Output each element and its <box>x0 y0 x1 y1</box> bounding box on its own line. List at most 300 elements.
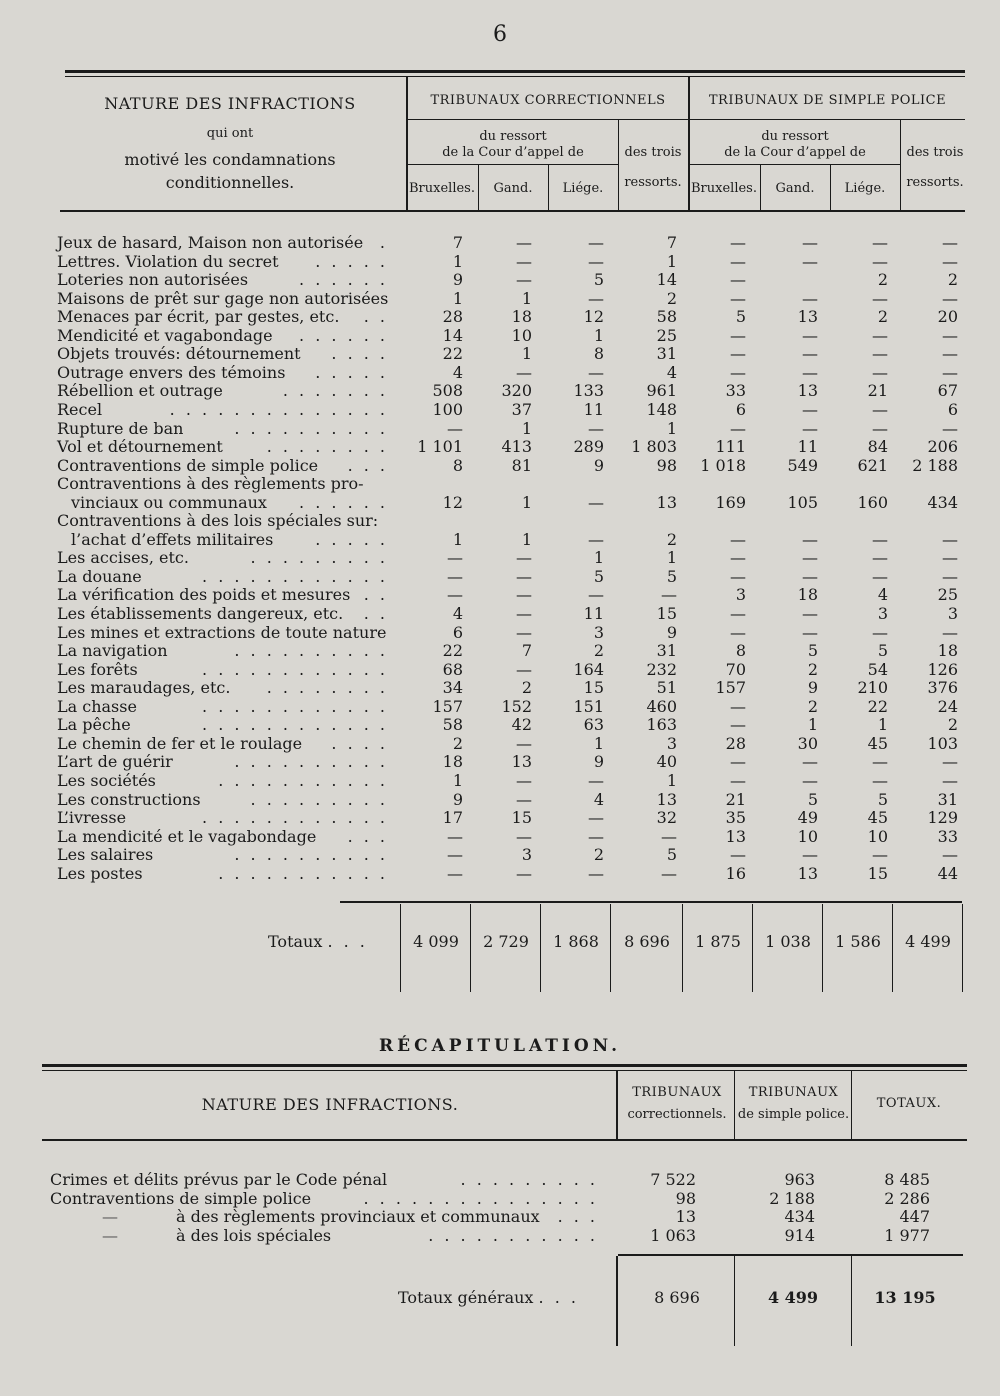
table-row <box>0 531 1000 550</box>
cell-trois-sp: — <box>942 845 958 865</box>
table-row <box>0 642 1000 661</box>
cell-gand-corr: 1 <box>521 492 532 512</box>
cell-trois-sp: 67 <box>937 381 958 401</box>
cell-trois-corr: 2 <box>666 529 677 549</box>
cell-trois-sp: 376 <box>927 678 958 698</box>
row-label: Maisons de prêt sur gage non autorisées <box>57 288 389 308</box>
recap-ditto-dash: — <box>102 1225 118 1245</box>
cell-liege-corr: 289 <box>573 437 604 457</box>
cell-bruxelles-corr: 4 <box>452 604 463 623</box>
cell-liege-sp: 21 <box>867 381 888 401</box>
cell-liege-corr: — <box>588 770 604 790</box>
cell-gand-corr: — <box>516 362 532 382</box>
header-ressort-2: de la Cour d’appel de <box>442 145 584 160</box>
recap-vline-c <box>851 1070 852 1141</box>
total-trois-corr: 8 696 <box>624 932 670 951</box>
cell-bruxelles-sp: 6 <box>735 399 746 419</box>
row-dots: . . . . . . . . . . <box>234 641 388 661</box>
cell-bruxelles-corr: — <box>447 418 463 438</box>
cell-liege-sp: — <box>872 399 888 419</box>
cell-gand-sp: — <box>802 770 818 790</box>
cell-gand-sp: — <box>802 399 818 419</box>
header-nature-title: NATURE DES INFRACTIONS <box>104 94 356 113</box>
row-label: vinciaux ou communaux <box>71 492 267 512</box>
recap-tot-vline-c <box>851 1256 852 1346</box>
cell-trois-sp: 2 <box>947 270 958 290</box>
cell-liege-corr: — <box>588 585 604 605</box>
cell-liege-corr: 2 <box>593 845 604 865</box>
row-dots: . . . . . . <box>299 270 388 290</box>
cell-gand-corr: — <box>516 770 532 790</box>
recap-cell-totaux: 447 <box>899 1207 930 1226</box>
cell-bruxelles-corr: 7 <box>452 233 463 252</box>
cell-trois-sp: — <box>942 344 958 364</box>
row-label: Les forêts <box>57 659 138 679</box>
header-sub-rule-2 <box>690 119 965 120</box>
cell-gand-sp: 13 <box>797 863 818 883</box>
row-dots: . . . . . . . <box>282 381 388 401</box>
row-label: Les maraudages, etc. <box>57 678 231 698</box>
cell-liege-sp: — <box>872 622 888 642</box>
cell-trois-sp: — <box>942 622 958 642</box>
table-row <box>0 568 1000 587</box>
cell-gand-sp: 13 <box>797 381 818 401</box>
cell-liege-corr: — <box>588 529 604 549</box>
cell-trois-corr: 14 <box>656 270 677 290</box>
cell-liege-corr: — <box>588 362 604 382</box>
cell-trois-corr: 98 <box>656 455 677 475</box>
recap-cell-simple-police: 434 <box>784 1207 815 1226</box>
cell-bruxelles-corr: 1 <box>452 251 463 271</box>
cell-liege-sp: 45 <box>867 808 888 828</box>
cell-liege-corr: 5 <box>593 270 604 290</box>
cell-gand-sp: — <box>802 251 818 271</box>
row-dots: . . . . . <box>315 529 388 549</box>
cell-liege-sp: — <box>872 344 888 364</box>
cell-bruxelles-sp: 70 <box>725 659 746 679</box>
cell-bruxelles-corr: 34 <box>442 678 463 698</box>
table-row <box>0 716 1000 735</box>
vline-header-h <box>900 119 901 210</box>
cell-bruxelles-corr: — <box>447 548 463 568</box>
row-label: L’ivresse <box>57 808 127 828</box>
header-nature-sub1: qui ont <box>206 126 254 141</box>
cell-gand-corr: 413 <box>501 437 532 457</box>
cell-bruxelles-sp: — <box>730 233 746 252</box>
cell-liege-corr: 164 <box>573 659 604 679</box>
recap-row-dots: . . . . . . . . . . . <box>428 1225 598 1245</box>
row-label: La douane <box>57 566 142 586</box>
recap-totals-dots: . . . <box>538 1288 579 1307</box>
row-label: Vol et détournement <box>57 437 223 457</box>
cell-gand-sp: — <box>802 566 818 586</box>
row-dots: . . <box>363 604 388 623</box>
cell-trois-corr: 5 <box>666 845 677 865</box>
recap-totals-rule <box>618 1254 963 1256</box>
cell-trois-sp: 129 <box>927 808 958 828</box>
cell-trois-corr: 1 803 <box>631 437 677 457</box>
cell-bruxelles-corr: 6 <box>452 622 463 642</box>
cell-liege-corr: 151 <box>573 696 604 716</box>
cell-bruxelles-corr: — <box>447 863 463 883</box>
header-sub-rule-4 <box>690 164 900 165</box>
header-ressort-1b: du ressort <box>761 129 829 144</box>
row-dots: . . . . . . . . . . . . <box>202 715 388 735</box>
cell-bruxelles-corr: 22 <box>442 641 463 661</box>
row-dots: . . . . . . . . . . . <box>218 863 388 883</box>
cell-liege-sp: 621 <box>857 455 888 475</box>
cell-trois-corr: 163 <box>646 715 677 735</box>
recap-col1-l1: TRIBUNAUX <box>632 1085 722 1100</box>
cell-gand-sp: 5 <box>807 789 818 809</box>
cell-liege-corr: — <box>588 808 604 828</box>
cell-trois-sp: — <box>942 548 958 568</box>
cell-gand-sp: — <box>802 845 818 865</box>
recap-col2-l2: de simple police. <box>737 1107 850 1122</box>
cell-bruxelles-corr: 14 <box>442 325 463 345</box>
cell-gand-corr: — <box>516 233 532 252</box>
cell-trois-corr: 40 <box>656 752 677 772</box>
table-row <box>0 438 1000 457</box>
row-dots: . . . . . . . . . . . . <box>202 808 388 828</box>
cell-liege-sp: 5 <box>877 789 888 809</box>
row-label: Contraventions à des règlements pro- <box>57 474 364 494</box>
recap-cell-correctionnels: 1 063 <box>650 1225 696 1245</box>
cell-trois-sp: 103 <box>927 733 958 753</box>
cell-bruxelles-corr: 157 <box>432 696 463 716</box>
cell-bruxelles-corr: 1 <box>452 529 463 549</box>
cell-bruxelles-sp: — <box>730 770 746 790</box>
cell-liege-corr: 15 <box>583 678 604 698</box>
cell-gand-corr: 37 <box>511 399 532 419</box>
vline-header-d <box>548 164 549 210</box>
row-label: Loteries non autorisées <box>57 270 249 290</box>
header-ressort-1: du ressort <box>479 129 547 144</box>
row-dots: . <box>379 233 388 252</box>
cell-trois-corr: 1 <box>666 418 677 438</box>
row-dots: . . . <box>347 826 388 846</box>
cell-liege-corr: 5 <box>593 566 604 586</box>
header-ressort-2b: de la Cour d’appel de <box>724 145 866 160</box>
row-dots: . . . . . . . . <box>266 678 388 698</box>
cell-trois-corr: 51 <box>656 678 677 698</box>
cell-liege-sp: — <box>872 845 888 865</box>
row-dots: . . . . <box>331 344 388 364</box>
table-row <box>0 679 1000 698</box>
table-row <box>0 290 1000 309</box>
table-row <box>0 828 1000 847</box>
row-dots: . . . . . <box>315 251 388 271</box>
cell-trois-corr: 1 <box>666 548 677 568</box>
header-nature-sub2: motivé les condamnations <box>124 150 336 169</box>
cell-gand-sp: 5 <box>807 641 818 661</box>
recap-totals-label-text: Totaux généraux <box>398 1288 534 1307</box>
cell-gand-corr: — <box>516 604 532 623</box>
row-label: Contraventions de simple police <box>57 455 319 475</box>
cell-trois-sp: 18 <box>937 641 958 661</box>
cell-liege-corr: 1 <box>593 733 604 753</box>
recap-row-label: Contraventions de simple police <box>50 1188 312 1208</box>
cell-gand-sp: — <box>802 752 818 772</box>
header-trois-2: ressorts. <box>624 175 682 190</box>
table-row <box>0 698 1000 717</box>
cell-liege-sp: — <box>872 752 888 772</box>
row-label: L’art de guérir <box>57 752 173 772</box>
cell-liege-sp: — <box>872 418 888 438</box>
header-sub-rule-3 <box>408 164 618 165</box>
recap-totals-label <box>398 1288 579 1307</box>
table-row <box>0 234 1000 253</box>
cell-bruxelles-sp: — <box>730 752 746 772</box>
cell-bruxelles-sp: — <box>730 548 746 568</box>
table-row <box>0 624 1000 643</box>
cell-gand-sp: 30 <box>797 733 818 753</box>
header-bottom-rule <box>60 210 965 212</box>
cell-liege-sp: — <box>872 362 888 382</box>
cell-trois-corr: 460 <box>646 696 677 716</box>
table-row <box>0 253 1000 272</box>
cell-trois-sp: — <box>942 233 958 252</box>
cell-liege-corr: 8 <box>593 344 604 364</box>
row-dots: . . . . . . . . . . <box>234 418 388 438</box>
table-row <box>0 382 1000 401</box>
row-label: Lettres. Violation du secret <box>57 251 279 271</box>
header-correctionnels: TRIBUNAUX CORRECTIONNELS <box>430 93 666 108</box>
cell-bruxelles-sp: 157 <box>715 678 746 698</box>
cell-bruxelles-corr: 2 <box>452 733 463 753</box>
cell-gand-corr: — <box>516 566 532 586</box>
cell-gand-corr: 15 <box>511 808 532 828</box>
cell-liege-sp: 160 <box>857 492 888 512</box>
total-liege-corr: 1 868 <box>553 932 599 951</box>
cell-liege-sp: — <box>872 548 888 568</box>
header-bruxelles-b: Bruxelles. <box>691 181 757 196</box>
row-dots: . . . . . <box>315 362 388 382</box>
table-row <box>0 327 1000 346</box>
cell-gand-corr: 1 <box>521 529 532 549</box>
cell-bruxelles-sp: 5 <box>735 307 746 327</box>
table-row <box>0 420 1000 439</box>
row-label: Les établissements dangereux, etc. <box>57 604 344 623</box>
cell-bruxelles-sp: 33 <box>725 381 746 401</box>
recap-cell-correctionnels: 13 <box>675 1207 696 1226</box>
cell-gand-corr: 10 <box>511 325 532 345</box>
table-row <box>0 457 1000 476</box>
cell-bruxelles-sp: 169 <box>715 492 746 512</box>
cell-bruxelles-sp: — <box>730 251 746 271</box>
cell-gand-sp: — <box>802 418 818 438</box>
cell-bruxelles-corr: 1 <box>452 288 463 308</box>
cell-bruxelles-corr: 18 <box>442 752 463 772</box>
cell-bruxelles-sp: — <box>730 418 746 438</box>
cell-gand-sp: 9 <box>807 678 818 698</box>
cell-gand-sp: — <box>802 325 818 345</box>
vline-header-g <box>830 164 831 210</box>
cell-bruxelles-sp: — <box>730 604 746 623</box>
cell-bruxelles-sp: — <box>730 845 746 865</box>
cell-gand-sp: 2 <box>807 696 818 716</box>
row-label: Outrage envers des témoins <box>57 362 286 382</box>
row-dots: . . . . <box>331 733 388 753</box>
cell-liege-corr: 11 <box>583 604 604 623</box>
table-row <box>0 809 1000 828</box>
cell-liege-sp: 84 <box>867 437 888 457</box>
cell-gand-sp: 13 <box>797 307 818 327</box>
cell-trois-sp: 126 <box>927 659 958 679</box>
row-dots: . . . . . . . . . . . . <box>202 659 388 679</box>
row-dots: . . . . . . . . . . . <box>218 770 388 790</box>
cell-bruxelles-corr: 12 <box>442 492 463 512</box>
recap-row-label: Crimes et délits prévus par le Code pénal <box>50 1170 388 1189</box>
cell-gand-sp: — <box>802 233 818 252</box>
header-trois-1: des trois <box>624 145 682 160</box>
cell-liege-sp: — <box>872 233 888 252</box>
cell-gand-sp: — <box>802 362 818 382</box>
table-row <box>0 586 1000 605</box>
row-dots: . . . . . . . . . . . . <box>202 566 388 586</box>
cell-trois-corr: 13 <box>656 492 677 512</box>
vline-header-e <box>618 119 619 210</box>
cell-gand-corr: 3 <box>521 845 532 865</box>
cell-bruxelles-corr: 508 <box>432 381 463 401</box>
header-bruxelles: Bruxelles. <box>409 181 475 196</box>
table-row <box>0 846 1000 865</box>
cell-liege-corr: — <box>588 418 604 438</box>
top-rule <box>65 70 965 73</box>
cell-gand-sp: — <box>802 344 818 364</box>
table-row <box>0 494 1000 513</box>
cell-liege-sp: — <box>872 288 888 308</box>
cell-gand-corr: — <box>516 826 532 846</box>
totals-label <box>268 932 368 951</box>
table-row <box>0 661 1000 680</box>
row-dots: . . <box>363 307 388 327</box>
cell-gand-sp: — <box>802 604 818 623</box>
cell-gand-corr: — <box>516 789 532 809</box>
recap-total-correctionnels: 8 696 <box>654 1288 700 1307</box>
cell-bruxelles-corr: 17 <box>442 808 463 828</box>
cell-trois-sp: 2 188 <box>912 455 958 475</box>
cell-trois-sp: 44 <box>937 863 958 883</box>
header-liege: Liége. <box>562 181 604 196</box>
cell-trois-sp: 2 <box>947 715 958 735</box>
row-label: Rébellion et outrage <box>57 381 223 401</box>
cell-trois-sp: — <box>942 325 958 345</box>
cell-liege-corr: — <box>588 863 604 883</box>
table-row <box>0 605 1000 624</box>
total-gand-sp: 1 038 <box>765 932 811 951</box>
cell-trois-sp: 25 <box>937 585 958 605</box>
cell-gand-corr: — <box>516 863 532 883</box>
cell-gand-sp: 549 <box>787 455 818 475</box>
recap-cell-totaux: 2 286 <box>884 1188 930 1208</box>
recap-cell-simple-police: 963 <box>784 1170 815 1189</box>
cell-gand-sp: 18 <box>797 585 818 605</box>
table-row <box>0 791 1000 810</box>
header-gand: Gand. <box>493 181 533 196</box>
vline-header-a <box>406 76 408 212</box>
cell-trois-sp: 33 <box>937 826 958 846</box>
cell-gand-corr: — <box>516 733 532 753</box>
total-trois-sp: 4 499 <box>905 932 951 951</box>
row-dots: . . <box>363 585 388 605</box>
cell-liege-sp: 2 <box>877 307 888 327</box>
cell-liege-sp: — <box>872 325 888 345</box>
cell-gand-corr: — <box>516 659 532 679</box>
cell-bruxelles-sp: — <box>730 325 746 345</box>
table-row <box>0 308 1000 327</box>
recap-ditto-dash: — <box>102 1207 118 1226</box>
cell-trois-sp: — <box>942 566 958 586</box>
cell-bruxelles-corr: — <box>447 566 463 586</box>
cell-gand-corr: — <box>516 585 532 605</box>
row-dots: . . . . . . . . . . . . . . <box>169 399 388 419</box>
cell-bruxelles-corr: — <box>447 585 463 605</box>
header-sub-rule-1 <box>408 119 688 120</box>
cell-liege-corr: 9 <box>593 455 604 475</box>
cell-trois-sp: — <box>942 288 958 308</box>
row-dots: . . . . . . . . . <box>250 548 388 568</box>
recap-tot-vline-b <box>734 1256 735 1346</box>
cell-liege-corr: — <box>588 492 604 512</box>
recap-cell-correctionnels: 98 <box>675 1188 696 1208</box>
cell-trois-sp: 24 <box>937 696 958 716</box>
recap-cell-totaux: 1 977 <box>884 1225 930 1245</box>
cell-trois-corr: — <box>661 585 677 605</box>
table-row <box>0 772 1000 791</box>
page-number: 6 <box>493 22 507 47</box>
cell-liege-corr: 63 <box>583 715 604 735</box>
cell-bruxelles-corr: 68 <box>442 659 463 679</box>
cell-trois-sp: 20 <box>937 307 958 327</box>
cell-liege-corr: 4 <box>593 789 604 809</box>
cell-liege-sp: — <box>872 529 888 549</box>
row-label: Objets trouvés: détournement <box>57 344 301 364</box>
recap-total-totaux: 13 195 <box>874 1288 936 1307</box>
recap-header-bottom-rule <box>42 1139 967 1141</box>
recap-row-dots: . . . . . . . . . <box>460 1170 598 1189</box>
cell-trois-corr: — <box>661 863 677 883</box>
cell-trois-sp: — <box>942 418 958 438</box>
cell-trois-sp: 6 <box>947 399 958 419</box>
cell-gand-corr: 1 <box>521 288 532 308</box>
cell-trois-corr: 2 <box>666 288 677 308</box>
cell-trois-corr: 961 <box>646 381 677 401</box>
cell-liege-corr: 9 <box>593 752 604 772</box>
cell-bruxelles-corr: 1 101 <box>417 437 463 457</box>
recap-cell-totaux: 8 485 <box>884 1170 930 1189</box>
cell-gand-corr: 152 <box>501 696 532 716</box>
row-dots: . . . . . . . . . <box>250 789 388 809</box>
row-label: La vérification des poids et mesures <box>57 585 351 605</box>
total-liege-sp: 1 586 <box>835 932 881 951</box>
cell-liege-corr: — <box>588 233 604 252</box>
cell-trois-corr: 148 <box>646 399 677 419</box>
cell-liege-sp: 54 <box>867 659 888 679</box>
cell-trois-corr: 31 <box>656 344 677 364</box>
cell-trois-corr: 3 <box>666 733 677 753</box>
cell-trois-corr: 25 <box>656 325 677 345</box>
cell-liege-corr: 2 <box>593 641 604 661</box>
cell-trois-corr: 1 <box>666 251 677 271</box>
cell-gand-corr: — <box>516 270 532 290</box>
recap-nature: NATURE DES INFRACTIONS. <box>201 1095 459 1114</box>
cell-bruxelles-sp: — <box>730 622 746 642</box>
cell-gand-corr: 18 <box>511 307 532 327</box>
cell-bruxelles-corr: 4 <box>452 362 463 382</box>
row-label: La navigation <box>57 641 168 661</box>
cell-gand-sp: 10 <box>797 826 818 846</box>
